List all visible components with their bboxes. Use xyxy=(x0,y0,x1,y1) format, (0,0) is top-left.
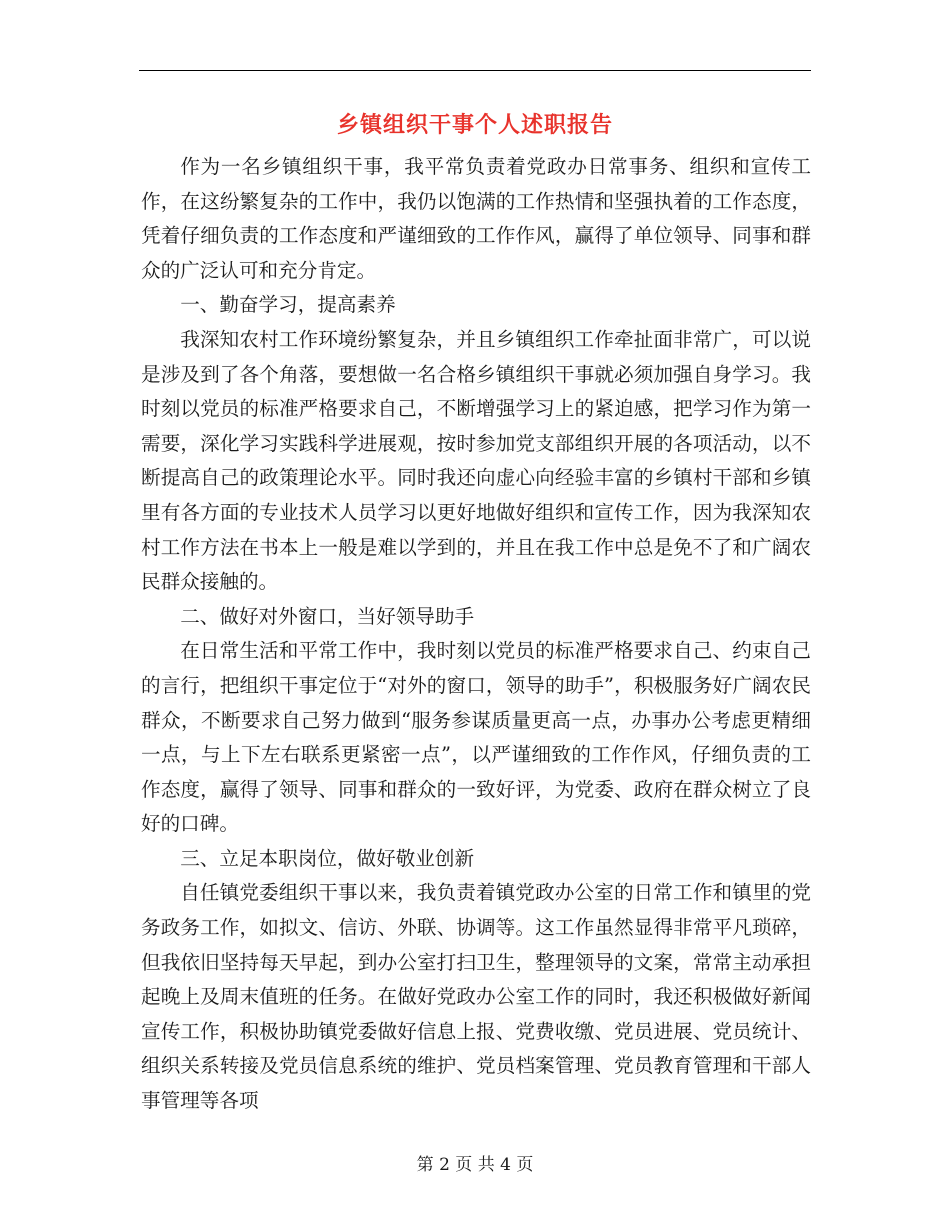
paragraph-section-2: 在日常生活和平常工作中，我时刻以党员的标准严格要求自己、约束自己的言行，把组织干事定位于“对外的窗口，领导的助手”，积极服务好广阔农民群众，不断要求自己努力做到“服务参谋质量更高一点，办事办公考虑更精细一点，与上下左右联系更紧密一点”，以严谨细致的工作作风，仔细负责的工作态度，赢得了领导、同事和群众的一致好评，为党委、政府在群众树立了良好的口碑。 xyxy=(141,639,811,836)
header-rule xyxy=(139,70,811,71)
section-heading-1: 一、勤奋学习，提高素养 xyxy=(180,293,396,317)
section-heading-2: 二、做好对外窗口，当好领导助手 xyxy=(180,604,475,628)
paragraph-section-1: 我深知农村工作环境纷繁复杂，并且乡镇组织工作牵扯面非常广，可以说是涉及到了各个角落，要想做一名合格乡镇组织干事就必须加强自身学习。我时刻以党员的标准严格要求自己，不断增强学习上的紧迫感，把学习作为第一需要，深化学习实践科学进展观，按时参加党支部组织开展的各项活动，以不断提高自己的政策理论水平。同时我还向虚心向经验丰富的乡镇村干部和乡镇里有各方面的专业技术人员学习以更好地做好组织和宣传工作，因为我深知农村工作方法在书本上一般是难以学到的，并且在我工作中总是免不了和广阔农民群众接触的。 xyxy=(141,327,811,594)
document-title: 乡镇组织干事个人述职报告 xyxy=(336,112,613,138)
paragraph-section-3: 自任镇党委组织干事以来，我负责着镇党政办公室的日常工作和镇里的党务政务工作，如拟文、信访、外联、协调等。这工作虽然显得非常平凡琐碎，但我依旧坚持每天早起，到办公室打扫卫生，整理领导的文案，常常主动承担起晚上及周末值班的任务。在做好党政办公室工作的同时，我还积极做好新闻宣传工作，积极协助镇党委做好信息上报、党费收缴、党员进展、党员统计、组织关系转接及党员信息系统的维护、党员档案管理、党员教育管理和干部人事管理等各项 xyxy=(141,881,811,1113)
paragraph-intro: 作为一名乡镇组织干事，我平常负责着党政办日常事务、组织和宣传工作，在这纷繁复杂的工作中，我仍以饱满的工作热情和坚强执着的工作态度，凭着仔细负责的工作态度和严谨细致的工作作风，赢得了单位领导、同事和群众的广泛认可和充分肯定。 xyxy=(141,155,811,282)
page-number-footer: 第 2 页 共 4 页 xyxy=(416,1155,534,1175)
document-body xyxy=(141,150,811,1119)
section-heading-3: 三、立足本职岗位，做好敬业创新 xyxy=(180,846,475,870)
